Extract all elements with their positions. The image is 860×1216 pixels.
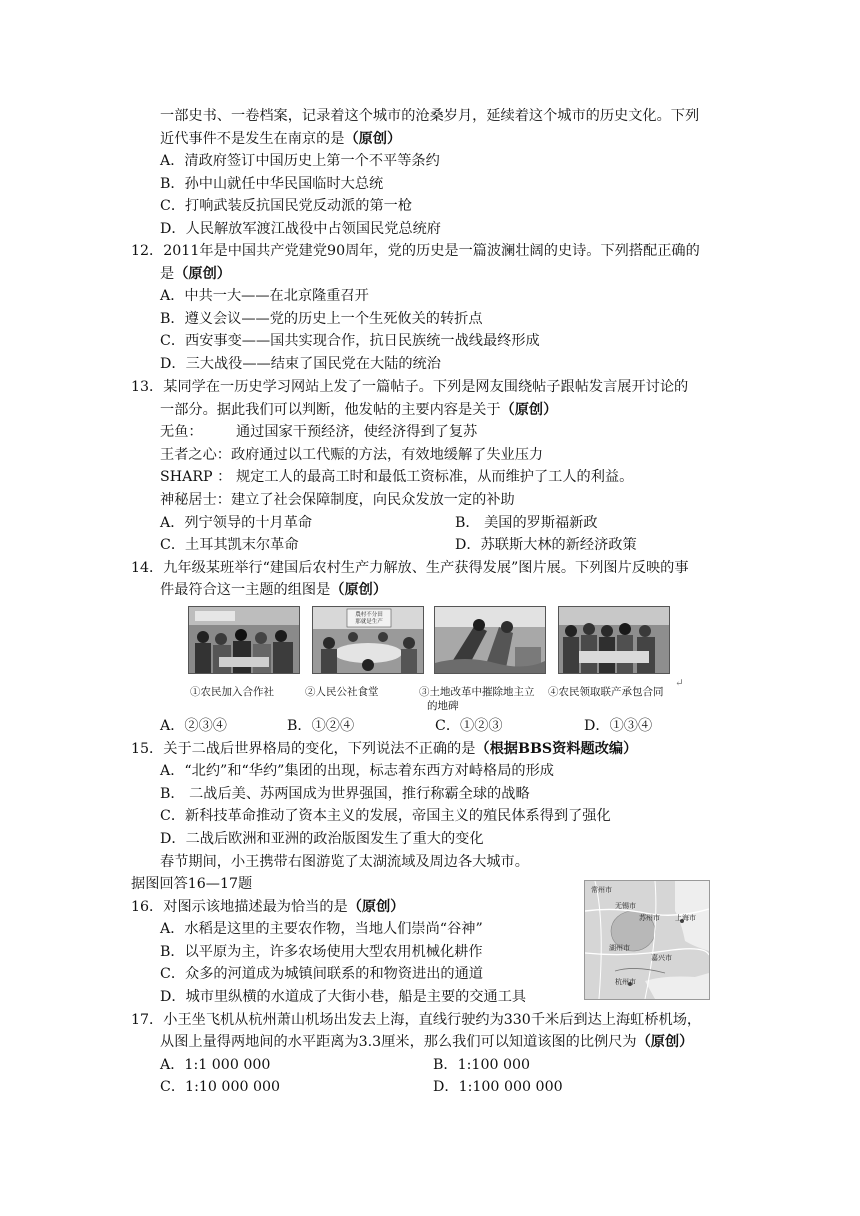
q17-stem-line1: 17．小王坐飞机从杭州萧山机场出发去上海，直线行驶约为330千米后到达上海虹桥机场， <box>131 1012 702 1028</box>
q15-option-b: B． 二战后美、苏两国成为世界强国，推行称霸全球的战略 <box>160 786 530 802</box>
passage-line-1: 春节期间，小王携带右图游览了太湖流域及周边各大城市。 <box>160 854 529 870</box>
q14-number: 14． <box>131 560 164 576</box>
q12-option-d: D．三大战役——结束了国民党在大陆的统治 <box>160 356 441 372</box>
q15-option-a: A．“北约”和“华约”集团的出现，标志着东西方对峙格局的形成 <box>160 763 554 779</box>
q11-option-b: B．孙中山就任中华民国临时大总统 <box>160 176 384 192</box>
photo-3-caption: ③土地改革中摧除地主立 <box>419 686 535 698</box>
map-label-wuxi: 无锡市 <box>615 902 636 910</box>
photo-2-commune-canteen <box>312 606 424 674</box>
map-label-hangzhou: 杭州市 <box>615 978 636 986</box>
photo-1-image <box>189 607 299 673</box>
q14-option-c: C．①②③ <box>435 718 503 734</box>
map-label-shanghai: 上海市 <box>675 914 696 922</box>
q15-number: 15． <box>131 741 164 757</box>
q17-number: 17． <box>131 1012 164 1028</box>
q12-option-c: C．西安事变——国共实现合作，抗日民族统一战线最终形成 <box>160 333 540 349</box>
photo-4-contract <box>558 606 670 674</box>
q15-stem: 15．关于二战后世界格局的变化，下列说法不正确的是（根据BBS资料题改编） <box>131 741 638 757</box>
q13-option-d: D．苏联斯大林的新经济政策 <box>455 537 637 553</box>
q13-post-3: SHARP ： 规定工人的最高工时和最低工资标准，从而维护了工人的利益。 <box>160 469 634 485</box>
map-label-huzhou: 湖州市 <box>609 944 630 952</box>
q14-tag: （原创） <box>330 582 388 598</box>
q13-number: 13． <box>131 379 164 395</box>
photo-4-image <box>559 607 669 673</box>
q11-stem-line1: 一部史书、一卷档案，记录着这个城市的沧桑岁月，延续着这个城市的历史文化。下列 <box>160 108 700 124</box>
return-mark: ↵ <box>675 677 684 689</box>
q13-post-2: 王者之心：政府通过以工代赈的方法，有效地缓解了失业压力 <box>160 447 544 463</box>
map-label-changzhou: 常州市 <box>591 886 612 894</box>
q17-option-d: D．1:100 000 000 <box>433 1079 563 1095</box>
q16-option-b: B．以平原为主，许多农场使用大型农用机械化耕作 <box>160 944 483 960</box>
q15-tag: （根据BBS资料题改编） <box>475 741 638 757</box>
photo-3-caption-cont: 的地碑 <box>427 700 459 712</box>
photo-3-image <box>435 607 545 673</box>
q17-option-b: B．1:100 000 <box>433 1057 531 1073</box>
q12-option-b: B．遵义会议——党的历史上一个生死攸关的转折点 <box>160 311 483 327</box>
passage-line-2: 据图回答16—17题 <box>131 876 253 892</box>
photo-3-land-reform <box>434 606 546 674</box>
q13-option-b: B． 美国的罗斯福新政 <box>455 515 598 531</box>
q11-option-c: C．打响武装反抗国民党反动派的第一枪 <box>160 198 413 214</box>
photo-2-banner-bottom: 那就是生产 <box>355 619 383 625</box>
q16-stem: 16．对图示该地描述最为恰当的是（原创） <box>131 899 405 915</box>
q13-stem-line1: 13．某同学在一历史学习网站上发了一篇帖子。下列是网友围绕帖子跟帖发言展开讨论的 <box>131 379 689 395</box>
photo-1-caption: ①农民加入合作社 <box>190 686 274 698</box>
q17-tag: （原创） <box>636 1034 694 1050</box>
q13-post-1: 无鱼： 通过国家干预经济，使经济得到了复苏 <box>160 424 478 440</box>
q11-option-a: A．清政府签订中国历史上第一个不平等条约 <box>160 153 440 169</box>
q14-option-b: B．①②④ <box>287 718 355 734</box>
q17-stem-line2: 从图上量得两地间的水平距离为3.3厘米，那么我们可以知道该图的比例尺为（原创） <box>160 1034 694 1050</box>
q12-tag: （原创） <box>174 266 231 282</box>
q14-option-a: A．②③④ <box>160 718 227 734</box>
q11-option-d: D．人民解放军渡江战役中占领国民党总统府 <box>160 221 441 237</box>
q12-stem-line1: 12．2011年是中国共产党建党90周年，党的历史是一篇波澜壮阔的史诗。下列搭配正确的 <box>131 243 700 259</box>
map-image <box>585 881 709 999</box>
q16-tag: （原创） <box>347 899 405 915</box>
q14-option-d: D．①③④ <box>584 718 653 734</box>
photo-1-cooperative <box>188 606 300 674</box>
q16-option-a: A．水稻是这里的主要农作物，当地人们崇尚“谷神” <box>160 921 483 937</box>
photo-4-caption: ④农民领取联产承包合同 <box>548 686 664 698</box>
q17-option-a: A．1:1 000 000 <box>160 1057 271 1073</box>
photo-2-image <box>313 607 423 673</box>
photo-2-caption: ②人民公社食堂 <box>305 686 379 698</box>
q12-stem-line2: 是（原创） <box>160 266 231 282</box>
photo-2-banner-top: 農村不分田 <box>355 612 383 618</box>
map-label-suzhou: 苏州市 <box>639 914 660 922</box>
q14-stem-line2: 件最符合这一主题的组图是（原创） <box>160 582 388 598</box>
q13-post-4: 神秘居士：建立了社会保障制度，向民众发放一定的补助 <box>160 492 515 508</box>
q13-option-a: A．列宁领导的十月革命 <box>160 515 313 531</box>
q17-option-c: C．1:10 000 000 <box>160 1079 281 1095</box>
map-label-jiaxing: 嘉兴市 <box>651 954 672 962</box>
q13-stem-line2: 一部分。据此我们可以判断，他发帖的主要内容是关于（原创） <box>160 402 558 418</box>
q15-option-d: D．二战后欧洲和亚洲的政治版图发生了重大的变化 <box>160 831 484 847</box>
q15-option-c: C．新科技革命推动了资本主义的发展，帝国主义的殖民体系得到了强化 <box>160 808 611 824</box>
q14-stem-line1: 14．九年级某班举行“建国后农村生产力解放、生产获得发展”图片展。下列图片反映的事 <box>131 560 689 576</box>
q12-option-a: A．中共一大——在北京隆重召开 <box>160 288 369 304</box>
q11-tag: （原创） <box>344 131 402 147</box>
q16-option-d: D．城市里纵横的水道成了大街小巷，船是主要的交通工具 <box>160 989 527 1005</box>
q16-option-c: C．众多的河道成为城镇间联系的和物资进出的通道 <box>160 966 483 982</box>
q13-tag: （原创） <box>500 402 558 418</box>
taihu-region-map <box>584 880 710 1000</box>
q12-number: 12． <box>131 243 164 259</box>
q11-stem-line2: 近代事件不是发生在南京的是（原创） <box>160 131 402 147</box>
q16-number: 16． <box>131 899 164 915</box>
q13-option-c: C．土耳其凯末尔革命 <box>160 537 299 553</box>
